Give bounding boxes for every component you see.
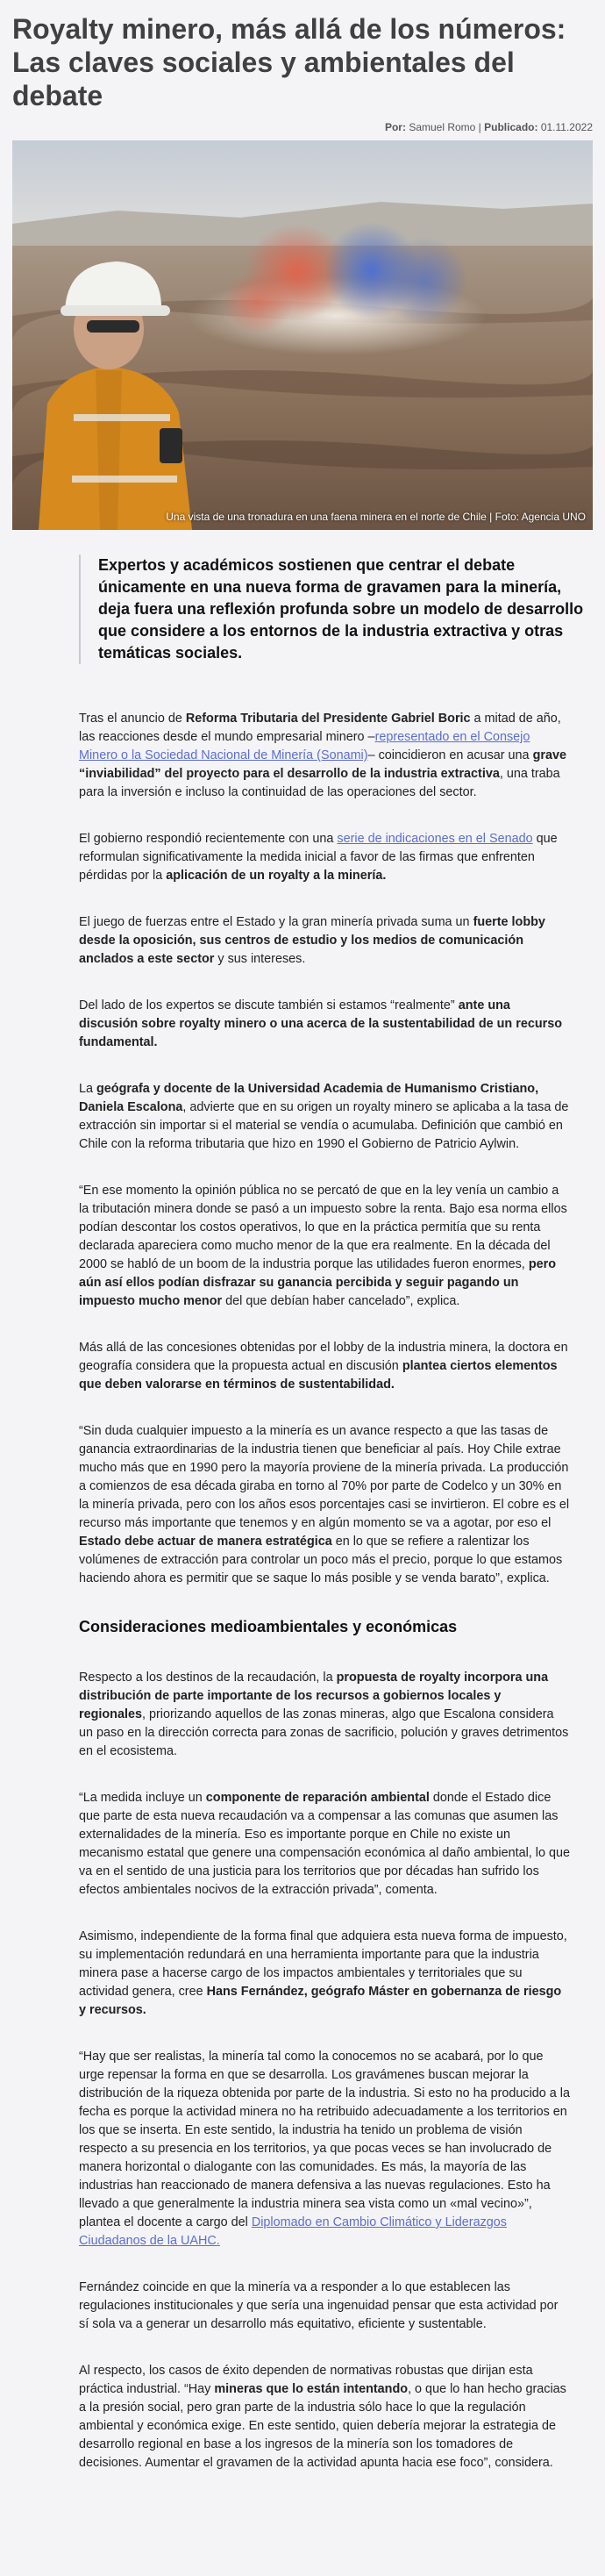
paragraph: “Sin duda cualquier impuesto a la minería es un avance respecto a que las tasas de ganancia extraordinarias de la industria tienen que beneficiar al país. Hoy Chile extrae mucho más que en 1990 pero la mayoría proviene de la minería privada. La producción a comienzos de esa década giraba en torno al 70% por parte de Codelco y un 30% en la minería privada, pero con los años esos porcentajes casi se invirtieron. El cobre es el recurso más importante que tenemos y en algún momento se va a agotar, por eso el Estado debe actuar de manera estratégica en lo que se refiere a ralentizar los volúmenes de extracción para controlar un poco más el precio, porque lo que estamos haciendo ahora es permitir que se saque lo más posible y se venda barato”, explica.	[79, 1424, 570, 1585]
author-label: Por:	[384, 121, 406, 133]
diplomado-link[interactable]: Diplomado en Cambio Climático y Liderazgos Ciudadanos de la UAHC.	[79, 2215, 507, 2248]
hero-caption: Una vista de una tronadura en una faena minera en el norte de Chile | Foto: Agencia UNO	[166, 511, 586, 523]
hero-photo	[12, 140, 593, 530]
senado-indicaciones-link[interactable]: serie de indicaciones en el Senado	[337, 832, 533, 846]
article-lead: Expertos y académicos sostienen que centrar el debate únicamente en una nueva forma de gravamen para la minería, deja fuera una reflexión profunda sobre un modelo de desarrollo que considere a los entornos de la industria extractiva y otras temáticas sociales.	[79, 555, 593, 664]
paragraph: Más allá de las concesiones obtenidas por el lobby de la industria minera, la doctora en geografía considera que la propuesta actual en discusión plantea ciertos elementos que deben valorarse en términos de sustentabilidad.	[79, 1341, 568, 1392]
author-name[interactable]: Samuel Romo	[409, 121, 476, 133]
paragraph: Tras el anuncio de Reforma Tributaria del Presidente Gabriel Boric a mitad de año, las reacciones desde el mundo empresarial minero –representado en el Consejo Minero o la Sociedad Nacional de Minería (Sonami)– coincidieron en acusar una grave “inviabilidad” del proyecto para el desarrollo de la industria extractiva, una traba para la inversión e incluso la continuidad de las operaciones del sector.	[79, 712, 566, 799]
published-date: 01.11.2022	[540, 121, 593, 133]
section-heading: Consideraciones medioambientales y económicas	[79, 1618, 458, 1635]
byline-separator: |	[475, 121, 485, 133]
paragraph: Fernández coincide en que la minería va a responder a lo que establecen las regulaciones institucionales y que sería una ingenuidad pensar que esta actividad por sí sola va a generar un desarrollo más equitativo, eficiente y sustentable.	[79, 2280, 559, 2331]
paragraph: Del lado de los expertos se discute también si estamos “realmente” ante una discusión sobre royalty minero o una acerca de la sustentabilidad de un recurso fundamental.	[79, 998, 563, 1049]
paragraph: El gobierno respondió recientemente con una serie de indicaciones en el Senado que reformulan significativamente la medida inicial a favor de las firmas que enfrenten pérdidas por la aplicación de un royalty a la minería.	[79, 832, 558, 883]
article-byline	[0, 112, 605, 133]
paragraph: La geógrafa y docente de la Universidad Academia de Humanismo Cristiano, Daniela Escalona, advierte que en su origen un royalty minero se aplicaba a la tasa de extracción sin importar si el material se vendía o acumulaba. Definición que cambió en Chile con la reforma tributaria que hizo en 1990 el Gobierno de Patricio Aylwin.	[79, 1082, 569, 1151]
paragraph: Respecto a los destinos de la recaudación, la propuesta de royalty incorpora una distribución de parte importante de los recursos a gobiernos locales y regionales, priorizando aquellos de las zonas mineras, algo que Escalona considera un paso en la dirección correcta para zonas de sacrificio, polución y graves detrimentos en el ecosistema.	[79, 1671, 569, 1758]
published-label: Publicado:	[484, 121, 538, 133]
hero-image	[12, 140, 593, 530]
paragraph: Al respecto, los casos de éxito dependen de normativas robustas que dirijan esta práctica industrial. “Hay mineras que lo están intentando, o que lo han hecho gracias a la presión social, pero gran parte de la industria sólo hace lo que la regulación ambiental y económica exige. En este sentido, quien debería mejorar la estrategia de desarrollo regional en base a los ingresos de la minería son los tomadores de decisiones. Aumentar el gravamen de la actividad apunta hacia ese foco”, considera.	[79, 2364, 566, 2470]
paragraph: “La medida incluye un componente de reparación ambiental donde el Estado dice que parte de esta nueva recaudación va a compensar a las comunas que asumen las externalidades de la minería. Eso es importante porque en Chile no existe un mecanismo estatal que genere una compensación económica al daño ambiental, lo que va en el sentido de una justicia para los territorios que por décadas han sufrido los efectos ambientales nocivos de la extracción privada”, comenta.	[79, 1791, 570, 1897]
article-title: Royalty minero, más allá de los números: Las claves sociales y ambientales del debate	[12, 13, 566, 111]
paragraph: Asimismo, independiente de la forma final que adquiera esta nueva forma de impuesto, su implementación redundará en una herramienta importante para que la industria minera pase a hacerse cargo de los impactos ambientales y territoriales que su actividad genera, cree Hans Fernández, geógrafo Máster en gobernanza de riesgo y recursos.	[79, 1929, 567, 2017]
article-body	[79, 710, 570, 2472]
consejo-minero-link[interactable]: representado en el Consejo Minero o la Sociedad Nacional de Minería (Sonami)	[79, 730, 530, 762]
paragraph: El juego de fuerzas entre el Estado y la gran minería privada suma un fuerte lobby desde la oposición, sus centros de estudio y los medios de comunicación anclados a este sector y sus intereses.	[79, 915, 545, 966]
paragraph: “En ese momento la opinión pública no se percató de que en la ley venía un cambio a la tributación minera donde se pasó a un impuesto sobre la renta. Bajo esa norma ellos podían descontar los costos operativos, lo que en la práctica permitía que su renta declarada apareciera como mucho menor de la que era realmente. En la década del 2000 se habló de un boom de la industria porque las utilidades fueron enormes, pero aún así ellos podían disfrazar su ganancia percibida y seguir pagando un impuesto mucho menor del que debían haber cancelado”, explica.	[79, 1184, 567, 1308]
paragraph: “Hay que ser realistas, la minería tal como la conocemos no se acabará, por lo que urge repensar la forma en que se desarrolla. Los gravámenes buscan mejorar la distribución de la riqueza obtenida por parte de la industria. Si esto no ha producido a la fecha es porque la actividad minera no ha retribuido adecuadamente a los territorios en los que se inserta. En este sentido, la industria ha tenido un problema de visión respecto a su presencia en los territorios, ya que pocas veces se han involucrado de manera horizontal o dialogante con las comunidades. Es más, la mayoría de las industrias han reaccionado de manera defensiva a las nuevas regulaciones. Esto ha llevado a que generalmente la industria minera sea vista como un «mal vecino»”, plantea el docente a cargo del Diplomado en Cambio Climático y Liderazgos Ciudadanos de la UAHC.	[79, 2050, 570, 2248]
